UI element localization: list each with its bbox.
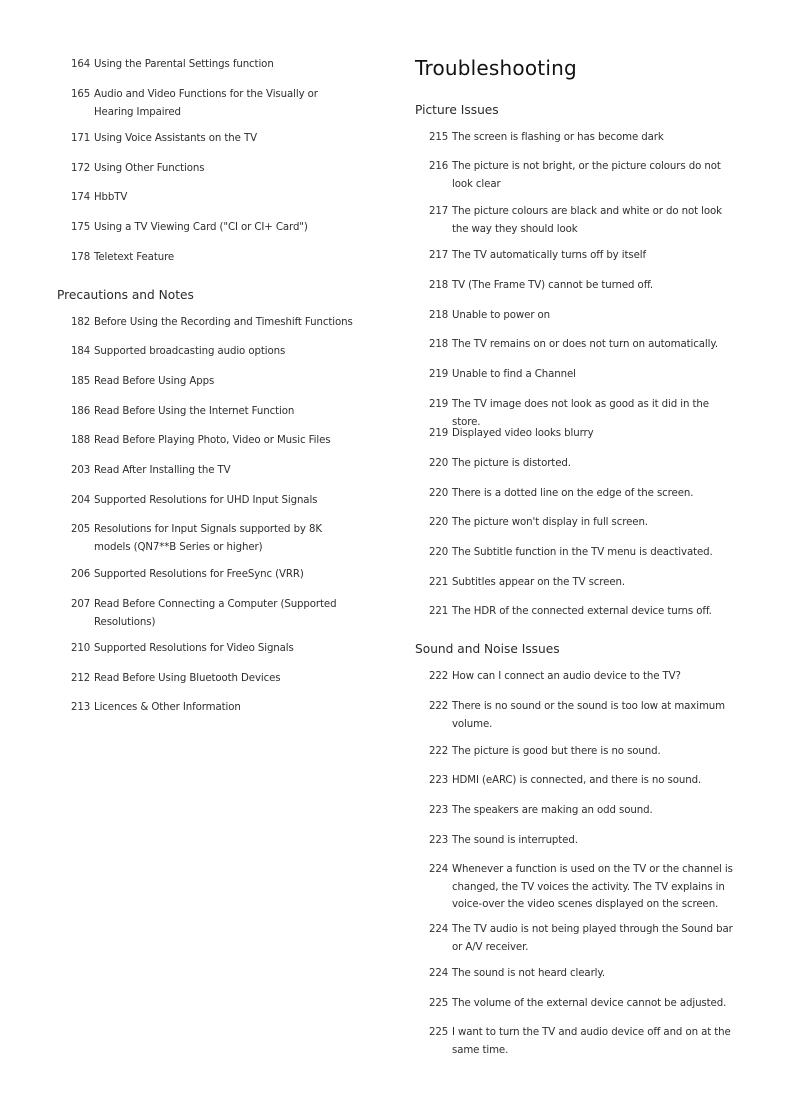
toc-entry[interactable] (429, 514, 740, 532)
toc-entry[interactable] (429, 485, 740, 503)
toc-page-number: 186 (71, 406, 91, 417)
toc-entry-title: HDMI (eARC) is connected, and there is no sound. (452, 775, 702, 786)
toc-entry-title: The picture won't display in full screen. (452, 517, 648, 528)
toc-page-number: 218 (429, 339, 449, 350)
toc-entry-title: Licences & Other Information (94, 702, 241, 713)
toc-entry-title: There is a dotted line on the edge of the screen. (452, 488, 694, 499)
toc-entry[interactable] (429, 336, 740, 354)
toc-entry-title: Read Before Connecting a Computer (Supported Resolutions) (94, 599, 337, 628)
toc-entry[interactable] (71, 596, 356, 631)
toc-entry[interactable] (429, 574, 740, 592)
toc-entry[interactable] (429, 603, 740, 621)
toc-entry[interactable] (429, 668, 740, 686)
toc-entry-title: The picture is distorted. (452, 458, 571, 469)
toc-entry[interactable] (71, 373, 356, 391)
toc-page-number: 222 (429, 671, 449, 682)
toc-entry-title: Supported Resolutions for UHD Input Signals (94, 495, 318, 506)
toc-entry[interactable] (429, 772, 740, 790)
toc-entry-title: The TV image does not look as good as it did in the store. (452, 399, 709, 428)
toc-entry-title: The picture colours are black and white or do not look the way they should look (452, 206, 722, 235)
toc-entry-title: The picture is good but there is no sound. (452, 746, 661, 757)
toc-entry-title: Supported broadcasting audio options (94, 346, 286, 357)
toc-page-number: 215 (429, 132, 449, 143)
toc-entry[interactable] (429, 921, 740, 956)
toc-entry[interactable] (429, 247, 740, 265)
toc-entry-title: There is no sound or the sound is too low at maximum volume. (452, 701, 725, 730)
toc-entry-title: The sound is not heard clearly. (452, 968, 605, 979)
toc-page-number: 219 (429, 428, 449, 439)
toc-entry[interactable] (429, 861, 740, 914)
toc-entry[interactable] (429, 366, 740, 384)
toc-entry[interactable] (429, 832, 740, 850)
toc-page-number: 219 (429, 369, 449, 380)
toc-entry-title: The picture is not bright, or the picture colours do not look clear (452, 161, 721, 190)
toc-entry[interactable] (71, 566, 356, 584)
toc-entry-title: Supported Resolutions for FreeSync (VRR) (94, 569, 304, 580)
toc-page-number: 224 (429, 968, 449, 979)
toc-page-number: 220 (429, 488, 449, 499)
toc-entry-title: The HDR of the connected external device turns off. (452, 606, 712, 617)
toc-entry[interactable] (71, 160, 356, 178)
toc-entry-title: Subtitles appear on the TV screen. (452, 577, 625, 588)
toc-entry-title: The Subtitle function in the TV menu is deactivated. (452, 547, 713, 558)
toc-page-number: 172 (71, 163, 91, 174)
toc-page-number: 221 (429, 606, 449, 617)
toc-page-number: 207 (71, 599, 91, 610)
toc-entry-title: I want to turn the TV and audio device off and on at the same time. (452, 1027, 731, 1056)
toc-entry[interactable] (429, 544, 740, 562)
toc-entry-title: The TV audio is not being played through the Sound bar or A/V receiver. (452, 924, 733, 953)
section-heading: Picture Issues (415, 103, 499, 117)
toc-entry-title: Displayed video looks blurry (452, 428, 594, 439)
toc-entry[interactable] (429, 698, 740, 733)
toc-entry-title: Using a TV Viewing Card ("CI or CI+ Card") (94, 222, 308, 233)
toc-page-number: 219 (429, 399, 449, 410)
chapter-title: Troubleshooting (415, 56, 577, 80)
toc-entry[interactable] (71, 86, 356, 121)
toc-page-number: 205 (71, 524, 91, 535)
toc-page-number: 165 (71, 89, 91, 100)
toc-entry-title: Using Voice Assistants on the TV (94, 133, 257, 144)
toc-page-number: 225 (429, 998, 449, 1009)
toc-page-number: 184 (71, 346, 91, 357)
toc-page-number: 212 (71, 673, 91, 684)
toc-entry[interactable] (429, 129, 740, 147)
toc-page-number: 222 (429, 701, 449, 712)
toc-page-number: 220 (429, 547, 449, 558)
toc-entry[interactable] (429, 802, 740, 820)
toc-entry-title: Resolutions for Input Signals supported by 8K models (QN7**B Series or higher) (94, 524, 322, 553)
toc-entry[interactable] (71, 670, 356, 688)
toc-entry-title: Read Before Using the Internet Function (94, 406, 295, 417)
toc-page-number: 213 (71, 702, 91, 713)
toc-page-number: 175 (71, 222, 91, 233)
toc-entry[interactable] (71, 56, 356, 74)
toc-entry-title: Read Before Playing Photo, Video or Music Files (94, 435, 331, 446)
toc-page-number: 206 (71, 569, 91, 580)
toc-page-number: 203 (71, 465, 91, 476)
toc-entry[interactable] (429, 965, 740, 983)
toc-entry[interactable] (71, 249, 356, 267)
toc-entry[interactable] (429, 277, 740, 295)
toc-page-number: 218 (429, 280, 449, 291)
toc-entry-title: Unable to power on (452, 310, 551, 321)
toc-page-number: 204 (71, 495, 91, 506)
toc-entry-title: Supported Resolutions for Video Signals (94, 643, 294, 654)
toc-entry-title: Unable to find a Channel (452, 369, 576, 380)
toc-page-number: 164 (71, 59, 91, 70)
section-heading: Sound and Noise Issues (415, 642, 560, 656)
toc-page-number: 220 (429, 458, 449, 469)
toc-page-number: 217 (429, 250, 449, 261)
toc-page-number: 223 (429, 835, 449, 846)
toc-page-number: 216 (429, 161, 449, 172)
toc-page-number: 222 (429, 746, 449, 757)
toc-entry-title: TV (The Frame TV) cannot be turned off. (452, 280, 654, 291)
toc-entry-title: Whenever a function is used on the TV or the channel is changed, the TV voices the activity. The TV explains in voice-over the video scenes displayed on the screen. (452, 864, 733, 910)
toc-entry-title: Using the Parental Settings function (94, 59, 274, 70)
toc-entry-title: HbbTV (94, 192, 128, 203)
section-heading: Precautions and Notes (57, 288, 194, 302)
toc-entry-title: Read Before Using Apps (94, 376, 215, 387)
toc-entry[interactable] (429, 995, 740, 1013)
toc-entry-title: The screen is flashing or has become dark (452, 132, 664, 143)
toc-page-number: 224 (429, 924, 449, 935)
toc-entry[interactable] (71, 130, 356, 148)
toc-page-number: 188 (71, 435, 91, 446)
toc-page-number: 178 (71, 252, 91, 263)
toc-page-number: 182 (71, 317, 91, 328)
toc-entry[interactable] (71, 343, 356, 361)
toc-page-number: 171 (71, 133, 91, 144)
toc-page-number: 185 (71, 376, 91, 387)
toc-page-number: 218 (429, 310, 449, 321)
toc-entry[interactable] (429, 158, 740, 193)
toc-entry-title: Read Before Using Bluetooth Devices (94, 673, 281, 684)
toc-entry-title: Using Other Functions (94, 163, 205, 174)
toc-entry[interactable] (71, 492, 356, 510)
toc-page-number: 224 (429, 864, 449, 875)
toc-entry-title: Teletext Feature (94, 252, 175, 263)
toc-page-number: 210 (71, 643, 91, 654)
toc-page-number: 223 (429, 775, 449, 786)
toc-entry[interactable] (429, 455, 740, 473)
toc-page-number: 220 (429, 517, 449, 528)
toc-page-number: 221 (429, 577, 449, 588)
toc-entry-title: The sound is interrupted. (452, 835, 578, 846)
toc-entry[interactable] (429, 425, 740, 443)
toc-entry[interactable] (71, 462, 356, 480)
toc-entry-title: Audio and Video Functions for the Visually or Hearing Impaired (94, 89, 318, 118)
toc-entry[interactable] (429, 1024, 740, 1059)
toc-page-number: 225 (429, 1027, 449, 1038)
toc-entry-title: How can I connect an audio device to the TV? (452, 671, 681, 682)
toc-entry[interactable] (71, 640, 356, 658)
toc-entry[interactable] (71, 432, 356, 450)
toc-entry[interactable] (71, 403, 356, 421)
toc-entry[interactable] (71, 314, 356, 332)
toc-entry[interactable] (71, 219, 356, 237)
toc-entry[interactable] (429, 307, 740, 325)
toc-page-number: 223 (429, 805, 449, 816)
toc-entry-title: The TV remains on or does not turn on automatically. (452, 339, 718, 350)
toc-page-number: 217 (429, 206, 449, 217)
toc-entry-title: The volume of the external device cannot be adjusted. (452, 998, 727, 1009)
toc-entry[interactable] (429, 743, 740, 761)
toc-entry[interactable] (71, 189, 356, 207)
toc-page-number: 174 (71, 192, 91, 203)
toc-entry[interactable] (429, 203, 740, 238)
toc-entry[interactable] (71, 699, 356, 717)
toc-entry-title: Read After Installing the TV (94, 465, 231, 476)
toc-entry-title: The TV automatically turns off by itself (452, 250, 646, 261)
toc-entry-title: The speakers are making an odd sound. (452, 805, 653, 816)
toc-entry-title: Before Using the Recording and Timeshift Functions (94, 317, 353, 328)
toc-entry[interactable] (71, 521, 356, 556)
